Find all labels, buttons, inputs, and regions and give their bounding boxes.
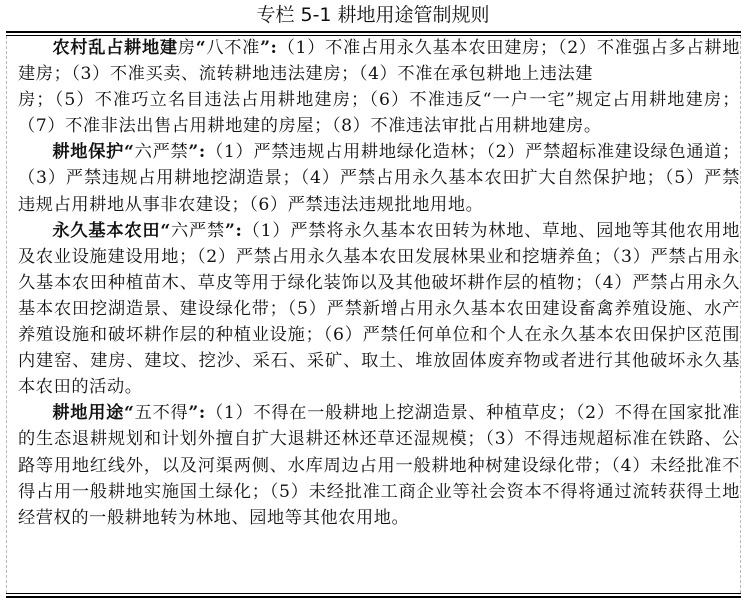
page-title: 专栏 5-1 耕地用途管制规则: [256, 4, 490, 26]
rules-content: [18, 35, 740, 531]
close-quote-colon: ”:: [225, 220, 243, 241]
section-permanent-basic-farmland: [18, 218, 740, 401]
section-heading: 耕地保护: [52, 142, 125, 163]
section-heading: 耕地用途: [52, 403, 125, 424]
section-term: 八不准: [206, 38, 261, 58]
section-body: （1）严禁将永久基本农田转为林地、草地、园地等其他农用地及农业设施建设用地；（2）严禁占用永久基本农田发展林果业和挖塘养鱼；（3）严禁占用永久基本农田种植苗木、草皮等用于绿化装饰以及其他破坏耕作层的植物；（4）严禁占用永久基本农田挖湖造景、建设绿化带；（5）严禁新增占用永久基本农田建设畜禽养殖设施、水产养殖设施和破坏耕作层的种植业设施；（6）严禁任何单位和个人在永久基本农田保护区范围内建窑、建房、建坟、挖沙、采石、采矿、取土、堆放固体废弃物或者进行其他破坏永久基本农田的活动。: [18, 220, 740, 398]
section-farmland-use: [18, 400, 740, 530]
close-quote-colon: ”:: [188, 142, 206, 163]
open-quote: “: [124, 403, 135, 424]
open-quote: “: [124, 142, 135, 163]
rules-box: [6, 31, 741, 598]
section-body-cont: 房；（5）不准巧立名目违法占用耕地建房；（6）不准违反“一户一宅”规定占用耕地建房；（7）不准非法出售占用耕地建的房屋；（8）不准违法审批占用耕地建房。: [18, 90, 740, 137]
open-quote: “: [160, 220, 171, 241]
open-quote: “: [195, 38, 207, 58]
section-term: 六严禁: [170, 220, 226, 241]
section-farmland-protection: [18, 139, 740, 217]
section-rural-housing: [18, 35, 740, 87]
bottom-thin-rule: [6, 593, 741, 594]
section-body: （1）不准占用永久基本农田建房；（2）不准强占多占耕地建房；（3）不准买卖、流转耕地违法建房；（4）不准在承包耕地上违法建: [18, 38, 740, 85]
top-thick-rule: [6, 31, 741, 33]
section-term: 五不得: [134, 403, 189, 424]
section-body: （1）不得在一般耕地上挖湖造景、种植草皮；（2）不得在国家批准的生态退耕规划和计划外擅自扩大退耕还林还草还湿规模；（3）不得违规超标准在铁路、公路等用地红线外，以及河渠两侧、水库周边占用一般耕地种树建设绿化带；（4）未经批准不得占用一般耕地实施国土绿化；（5）未经批准工商企业等社会资本不得将通过流转获得土地经营权的一般耕地转为林地、园地等其他农用地。: [18, 403, 740, 528]
section-term: 六严禁: [134, 142, 189, 163]
section-heading: 农村乱占耕地建: [52, 38, 178, 58]
section-heading-tail: 房: [177, 38, 196, 58]
section-heading: 永久基本农田: [52, 220, 161, 241]
close-quote-colon: ”:: [188, 403, 206, 424]
bottom-thick-rule: [6, 596, 741, 598]
right-dashed-border: [740, 36, 741, 593]
close-quote-colon: ”:: [260, 38, 278, 58]
left-dashed-border: [6, 36, 7, 593]
section-body: （1）严禁违规占用耕地绿化造林；（2）严禁超标准建设绿色通道；（3）严禁违规占用耕地挖湖造景；（4）严禁占用永久基本农田扩大自然保护地；（5）严禁违规占用耕地从事非农建设；（6）严禁违法违规批地用地。: [18, 142, 740, 215]
section-rural-housing-cont: [18, 87, 740, 139]
